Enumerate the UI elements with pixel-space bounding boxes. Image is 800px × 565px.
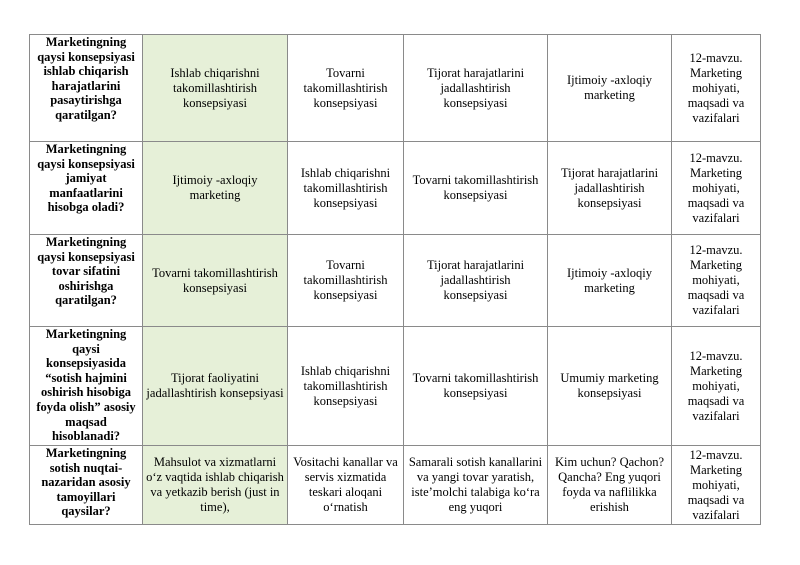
option-cell: Vositachi kanallar va servis xizmatida teskari aloqani o‘rnatish (288, 446, 404, 525)
option-cell: Tijorat harajatlarini jadallashtirish konsepsiyasi (404, 35, 548, 142)
option-cell: Tovarni takomillashtirish konsepsiyasi (288, 35, 404, 142)
table-row (30, 446, 761, 525)
option-cell: Tijorat harajatlarini jadallashtirish konsepsiyasi (548, 142, 672, 235)
option-cell: Tovarni takomillashtirish konsepsiyasi (288, 235, 404, 327)
quiz-table (29, 34, 761, 525)
question-cell: Marketingning qaysi konsepsiyasi tovar sifatini oshirishga qaratilgan? (30, 235, 143, 327)
option-cell: Tijorat harajatlarini jadallashtirish konsepsiyasi (404, 235, 548, 327)
topic-cell: 12-mavzu. Marketing mohiyati, maqsadi va vazifalari (672, 235, 761, 327)
option-cell: Kim uchun? Qachon? Qancha? Eng yuqori foyda va naflilikka erishish (548, 446, 672, 525)
correct-answer-cell: Ishlab chiqarishni takomillashtirish konsepsiyasi (143, 35, 288, 142)
option-cell: Tovarni takomillashtirish konsepsiyasi (404, 142, 548, 235)
correct-answer-cell: Mahsulot va xizmatlarni o‘z vaqtida ishlab chiqarish va yetkazib berish (just in time), (143, 446, 288, 525)
question-cell: Marketingning qaysi konsepsiyasi ishlab chiqarish harajatlarini pasaytirishga qaratilgan? (30, 35, 143, 142)
option-cell: Ijtimoiy -axloqiy marketing (548, 35, 672, 142)
question-cell: Marketingning sotish nuqtai-nazaridan asosiy tamoyillari qaysilar? (30, 446, 143, 525)
option-cell: Ishlab chiqarishni takomillashtirish konsepsiyasi (288, 142, 404, 235)
topic-cell: 12-mavzu. Marketing mohiyati, maqsadi va vazifalari (672, 35, 761, 142)
topic-cell: 12-mavzu. Marketing mohiyati, maqsadi va vazifalari (672, 327, 761, 446)
question-cell: Marketingning qaysi konsepsiyasida “sotish hajmini oshirish hisobiga foyda olish” asosiy maqsad hisoblanadi? (30, 327, 143, 446)
table-row (30, 35, 761, 142)
option-cell: Ishlab chiqarishni takomillashtirish konsepsiyasi (288, 327, 404, 446)
option-cell: Ijtimoiy -axloqiy marketing (548, 235, 672, 327)
table-row (30, 327, 761, 446)
correct-answer-cell: Ijtimoiy -axloqiy marketing (143, 142, 288, 235)
topic-cell: 12-mavzu. Marketing mohiyati, maqsadi va vazifalari (672, 142, 761, 235)
correct-answer-cell: Tijorat faoliyatini jadallashtirish konsepsiyasi (143, 327, 288, 446)
table-row (30, 235, 761, 327)
option-cell: Tovarni takomillashtirish konsepsiyasi (404, 327, 548, 446)
question-cell: Marketingning qaysi konsepsiyasi jamiyat manfaatlarini hisobga oladi? (30, 142, 143, 235)
option-cell: Umumiy marketing konsepsiyasi (548, 327, 672, 446)
correct-answer-cell: Tovarni takomillashtirish konsepsiyasi (143, 235, 288, 327)
table-row (30, 142, 761, 235)
topic-cell: 12-mavzu. Marketing mohiyati, maqsadi va vazifalari (672, 446, 761, 525)
option-cell: Samarali sotish kanallarini va yangi tovar yaratish, iste’molchi talabiga ko‘ra eng yuqori (404, 446, 548, 525)
